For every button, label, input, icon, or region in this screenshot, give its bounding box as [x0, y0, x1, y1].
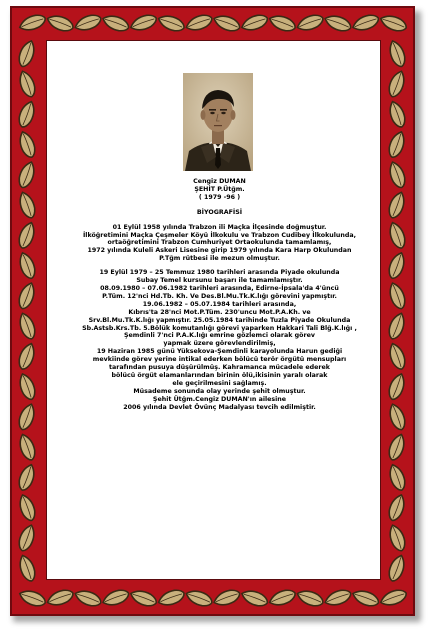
leaf-ornament — [387, 39, 408, 69]
leaf-ornament — [101, 13, 131, 34]
leaf-ornament — [386, 432, 407, 462]
decorative-frame — [10, 6, 415, 616]
biography-paragraph-early-life — [53, 224, 386, 264]
leaf-ornament — [386, 372, 407, 402]
leaf-ornament — [17, 251, 38, 281]
portrait-photo — [183, 73, 253, 171]
biography-paragraph-career — [53, 269, 386, 411]
leaf-ornament — [387, 402, 408, 432]
leaf-ornament — [387, 463, 408, 493]
biography-text-block — [53, 178, 386, 411]
leaf-ornament — [387, 160, 408, 190]
leaf-ornament — [386, 251, 407, 281]
leaf-ornament — [386, 69, 407, 99]
text-line: bölücü örgüt elamanlarından birinin ölü,ikisinin yaralı olarak — [111, 371, 328, 379]
leaf-ornament — [212, 13, 242, 34]
leaf-ornament — [351, 588, 381, 609]
text-line: ele geçirilmesini sağlamış. — [172, 379, 267, 387]
leaf-ornament — [184, 12, 214, 33]
leaf-ornament — [379, 13, 409, 34]
leaf-ornament — [387, 99, 408, 129]
text-line: 2006 yılında Devlet Övünç Madalyası tevcih edilmiştir. — [123, 403, 316, 411]
leaf-ornament — [16, 99, 37, 129]
leaf-ornament — [386, 130, 407, 160]
text-line: 19.06.1982 – 05.07.1984 tarihleri arasında, — [142, 300, 297, 308]
text-line: Srv.Bl.Mu.Tk.K.lığı yapmıştır. 25.05.1984 tarihinde Tuzla Piyade Okulunda — [88, 316, 351, 324]
text-line: tarafından pusuya düşürülmüş. Kahramanca mücadele ederek — [108, 364, 330, 372]
soldier-name: Cengiz DUMAN — [193, 178, 246, 185]
leaf-ornament — [386, 311, 407, 341]
text-line: ortaöğretimini Trabzon Cumhuriyet Ortaokulunda tamamlamış, — [107, 239, 332, 247]
leaf-ornament — [240, 12, 270, 33]
leaf-ornament — [16, 220, 37, 250]
leaf-ornament — [18, 588, 48, 609]
biography-heading: BİYOGRAFİSİ — [196, 208, 243, 216]
leaf-ornament — [184, 588, 214, 609]
text-line: yapmak üzere görevlendirilmiş, — [163, 340, 276, 348]
leaf-ornament — [323, 13, 353, 34]
text-line: Şehit Ütğm.Cengiz DUMAN'ın ailesine — [152, 395, 287, 403]
soldier-rank: ŞEHİT P.Ütğm. — [194, 185, 245, 193]
leaf-ornament — [295, 12, 325, 33]
text-line: 08.09.1980 – 07.06.1982 tarihleri arasında, Edirne-İpsala'da 4'üncü — [100, 284, 339, 292]
text-line: Müsademe sonunda olay yerinde şehit olmuştur. — [133, 387, 306, 395]
leaf-ornament — [45, 13, 75, 34]
text-line: İlköğretimini Maçka Çeşmeler Köyü İlkokulu ve Trabzon Cudibey İlkokulunda, — [82, 231, 357, 239]
text-line: Şemdinli 7'nci P.A.K.lığı emrine gözlemci olarak görev — [124, 332, 315, 340]
portrait-image — [183, 73, 253, 171]
leaf-ornament — [17, 553, 38, 583]
leaf-ornament — [387, 220, 408, 250]
leaf-ornament — [16, 341, 37, 371]
leaf-ornament — [18, 12, 48, 33]
leaf-ornament — [101, 587, 131, 608]
leaf-ornament — [17, 493, 38, 523]
text-line: 19 Eylül 1979 – 25 Temmuz 1980 tarihleri arasında Piyade okulunda — [99, 269, 340, 277]
leaf-ornament — [17, 372, 38, 402]
leaf-ornament — [73, 12, 103, 33]
leaf-ornament — [323, 587, 353, 608]
leaf-ornament — [295, 588, 325, 609]
leaf-ornament — [17, 69, 38, 99]
leaf-ornament — [351, 12, 381, 33]
leaf-ornament — [16, 523, 37, 553]
leaf-ornament — [386, 493, 407, 523]
soldier-years: ( 1979 -96 ) — [198, 193, 241, 201]
text-line: 1972 yılında Kuleli Askeri Lisesine girip 1979 yılında Kara Harp Okulundan — [87, 247, 352, 255]
leaf-ornament — [16, 281, 37, 311]
leaf-ornament — [240, 588, 270, 609]
leaf-ornament — [17, 130, 38, 160]
leaf-ornament — [129, 588, 159, 609]
leaf-ornament — [129, 12, 159, 33]
text-line: P.Tğm rütbesi ile mezun olmuştur. — [159, 255, 280, 263]
leaf-ornament — [17, 190, 38, 220]
leaf-ornament — [387, 341, 408, 371]
memorial-card — [46, 40, 381, 580]
text-line: Kıbrıs'ta 28'nci Mot.P.Tüm. 230'uncu Mot.P.A.Kh. ve — [128, 308, 311, 316]
leaf-ornament — [156, 587, 186, 608]
leaf-ornament — [379, 587, 409, 608]
leaf-ornament — [212, 587, 242, 608]
leaf-ornament — [386, 190, 407, 220]
leaf-ornament — [387, 523, 408, 553]
leaf-ornament — [45, 587, 75, 608]
leaf-ornament — [16, 39, 37, 69]
leaf-ornament — [17, 432, 38, 462]
leaf-ornament — [156, 13, 186, 34]
text-line: Sb.Astsb.Krs.Tb. 5.Bölük komutanlığı görevi yaparken Hakkari Tali Blğ.K.lığı , — [82, 324, 357, 332]
text-line: P.Tüm. 12'nci Hd.Tb. Kh. Ve Des.Bl.Mu.Tk.K.lığı görevini yapmıştır. — [102, 292, 337, 300]
leaf-ornament — [17, 311, 38, 341]
leaf-ornament — [387, 281, 408, 311]
leaf-ornament — [16, 463, 37, 493]
text-line: Subay Temel kursunu başarı ile tamamlamıştır. — [136, 277, 303, 285]
leaf-ornament — [73, 588, 103, 609]
text-line: 19 Haziran 1985 günü Yüksekova-Şemdinli karayolunda Harun gediği — [96, 348, 343, 356]
leaf-ornament — [268, 587, 298, 608]
text-line: mevkiinde görev yerine intikal ederken bölücü terör örgütü mensupları — [92, 356, 347, 364]
text-line: 01 Eylül 1958 yılında Trabzon ili Maçka İlçesinde doğmuştur. — [112, 223, 327, 231]
leaf-ornament — [386, 553, 407, 583]
leaf-ornament — [16, 160, 37, 190]
leaf-ornament — [268, 13, 298, 34]
leaf-ornament — [16, 402, 37, 432]
